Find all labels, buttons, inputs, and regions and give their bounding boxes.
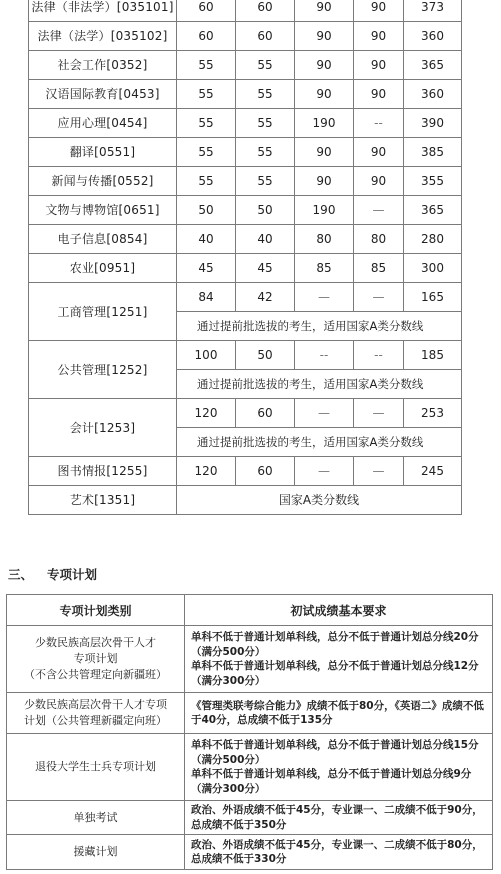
score-cell: 55 (177, 80, 236, 109)
program-name: 应用心理[0454] (29, 109, 177, 138)
table-row (29, 341, 462, 370)
table-row (29, 283, 462, 312)
requirement-line: 政治、外语成绩不低于45分，专业课一、二成绩不低于90分，总成绩不低于350分 (191, 804, 483, 831)
table-row (29, 51, 462, 80)
score-cell: 55 (177, 167, 236, 196)
score-cell: 42 (236, 283, 295, 312)
score-cell: 85 (354, 254, 404, 283)
program-name: 电子信息[0854] (29, 225, 177, 254)
section-title: 专项计划 (47, 567, 98, 582)
category-line: （不含公共管理定向新疆班） (24, 668, 167, 681)
note-cell: 通过提前批选拔的考生，适用国家A类分数线 (177, 370, 462, 399)
table-row (7, 626, 493, 693)
score-cell: 120 (177, 399, 236, 428)
score-cell: 90 (354, 167, 404, 196)
table-row (7, 801, 493, 835)
score-cell: 90 (354, 51, 404, 80)
table-row (29, 138, 462, 167)
category-line: 计划（公共管理新疆定向班） (24, 714, 167, 727)
score-cell: — (354, 283, 404, 312)
score-cell: 365 (404, 51, 462, 80)
plan-requirement (185, 801, 493, 835)
score-cell: 45 (236, 254, 295, 283)
plan-category (7, 835, 185, 870)
score-cell: 55 (236, 138, 295, 167)
score-cell: — (295, 283, 354, 312)
category-line: 少数民族高层次骨干人才专项 (24, 698, 167, 711)
score-cell: 165 (404, 283, 462, 312)
score-cell: 300 (404, 254, 462, 283)
score-cell: 280 (404, 225, 462, 254)
program-name: 汉语国际教育[0453] (29, 80, 177, 109)
score-cell: 373 (404, 0, 462, 22)
program-name: 公共管理[1252] (29, 341, 177, 399)
score-cell: — (354, 399, 404, 428)
table-row (29, 109, 462, 138)
score-cell: -- (354, 109, 404, 138)
header-category: 专项计划类别 (7, 595, 185, 626)
program-name: 会计[1253] (29, 399, 177, 457)
table-row (29, 196, 462, 225)
score-cell: 100 (177, 341, 236, 370)
program-name: 农业[0951] (29, 254, 177, 283)
section-number: 三、 (8, 567, 34, 582)
category-line: 专项计划 (73, 652, 118, 665)
score-cell: 50 (236, 341, 295, 370)
score-cell: 360 (404, 22, 462, 51)
score-cell: 90 (354, 0, 404, 22)
program-name: 社会工作[0352] (29, 51, 177, 80)
score-cell: 190 (295, 196, 354, 225)
score-cell: 190 (295, 109, 354, 138)
requirement-line: 单科不低于普通计划单科线，总分不低于普通计划总分线12分（满分300分） (191, 660, 479, 687)
score-cell: 55 (236, 109, 295, 138)
plan-category (7, 801, 185, 835)
score-cell: 90 (354, 22, 404, 51)
score-cell: 60 (236, 457, 295, 486)
score-cell: 55 (236, 80, 295, 109)
full-span-cell: 国家A类分数线 (177, 486, 462, 515)
program-name: 翻译[0551] (29, 138, 177, 167)
plan-category (7, 734, 185, 801)
score-cell: 120 (177, 457, 236, 486)
score-cell: 360 (404, 80, 462, 109)
requirement-line: 单科不低于普通计划单科线，总分不低于普通计划总分线9分（满分300分） (191, 768, 472, 795)
plan-requirement (185, 693, 493, 734)
table-row (7, 835, 493, 870)
score-cell: 40 (177, 225, 236, 254)
scores-table-body (29, 0, 462, 515)
plan-requirement (185, 835, 493, 870)
header-requirement: 初试成绩基本要求 (185, 595, 493, 626)
score-cell: 85 (295, 254, 354, 283)
score-cell: — (354, 457, 404, 486)
section-heading (8, 565, 111, 583)
requirement-line: 单科不低于普通计划单科线，总分不低于普通计划总分线15分（满分500分） (191, 739, 479, 766)
score-cell: 55 (177, 51, 236, 80)
scores-table (28, 0, 462, 515)
score-cell: 245 (404, 457, 462, 486)
score-cell: 90 (295, 138, 354, 167)
program-name: 法律（非法学）[035101] (29, 0, 177, 22)
score-cell: 90 (295, 0, 354, 22)
score-cell: 60 (236, 0, 295, 22)
table-row (7, 734, 493, 801)
score-cell: 90 (354, 138, 404, 167)
table-row (7, 693, 493, 734)
table-row (29, 254, 462, 283)
program-name: 文物与博物馆[0651] (29, 196, 177, 225)
requirement-line: 政治、外语成绩不低于45分，专业课一、二成绩不低于80分，总成绩不低于330分 (191, 838, 483, 865)
requirement-line: 单科不低于普通计划单科线，总分不低于普通计划总分线20分（满分500分） (191, 631, 479, 658)
table-row (29, 0, 462, 22)
plan-requirement (185, 626, 493, 693)
category-line: 援藏计划 (73, 845, 118, 858)
score-cell: 50 (177, 196, 236, 225)
score-cell: 80 (354, 225, 404, 254)
score-cell: — (295, 399, 354, 428)
table-row (29, 486, 462, 515)
special-table-header-row (7, 595, 493, 626)
score-cell: 90 (354, 80, 404, 109)
program-name: 新闻与传播[0552] (29, 167, 177, 196)
score-cell: 90 (295, 51, 354, 80)
score-cell: 185 (404, 341, 462, 370)
table-row (29, 167, 462, 196)
score-cell: 55 (177, 138, 236, 167)
score-cell: 90 (295, 167, 354, 196)
note-cell: 通过提前批选拔的考生，适用国家A类分数线 (177, 428, 462, 457)
score-cell: 355 (404, 167, 462, 196)
score-cell: 90 (295, 80, 354, 109)
requirement-line: 《管理类联考综合能力》成绩不低于80分，《英语二》成绩不低于40分，总成绩不低于135分 (191, 699, 484, 726)
table-row (29, 225, 462, 254)
score-cell: 60 (236, 399, 295, 428)
score-cell: 80 (295, 225, 354, 254)
score-cell: 55 (177, 109, 236, 138)
program-name: 图书情报[1255] (29, 457, 177, 486)
table-row (29, 80, 462, 109)
special-plan-table (6, 594, 493, 870)
score-cell: — (354, 196, 404, 225)
special-table-body (7, 626, 493, 870)
table-row (29, 457, 462, 486)
category-line: 少数民族高层次骨干人才 (35, 636, 156, 649)
category-line: 单独考试 (73, 810, 118, 824)
plan-category (7, 626, 185, 693)
score-cell: 60 (236, 22, 295, 51)
score-cell: 84 (177, 283, 236, 312)
score-cell: 55 (236, 167, 295, 196)
note-cell: 通过提前批选拔的考生，适用国家A类分数线 (177, 312, 462, 341)
score-cell: 50 (236, 196, 295, 225)
table-row (29, 399, 462, 428)
program-name: 艺术[1351] (29, 486, 177, 515)
score-cell: 60 (177, 0, 236, 22)
score-cell: 390 (404, 109, 462, 138)
score-cell: 385 (404, 138, 462, 167)
score-cell: — (295, 457, 354, 486)
score-cell: 60 (177, 22, 236, 51)
plan-category (7, 693, 185, 734)
category-line: 退役大学生士兵专项计划 (35, 760, 156, 773)
score-cell: 365 (404, 196, 462, 225)
program-name: 法律（法学）[035102] (29, 22, 177, 51)
table-row (29, 22, 462, 51)
score-cell: 90 (295, 22, 354, 51)
score-cell: 45 (177, 254, 236, 283)
score-cell: -- (295, 341, 354, 370)
score-cell: -- (354, 341, 404, 370)
program-name: 工商管理[1251] (29, 283, 177, 341)
score-cell: 40 (236, 225, 295, 254)
score-cell: 253 (404, 399, 462, 428)
score-cell: 55 (236, 51, 295, 80)
plan-requirement (185, 734, 493, 801)
